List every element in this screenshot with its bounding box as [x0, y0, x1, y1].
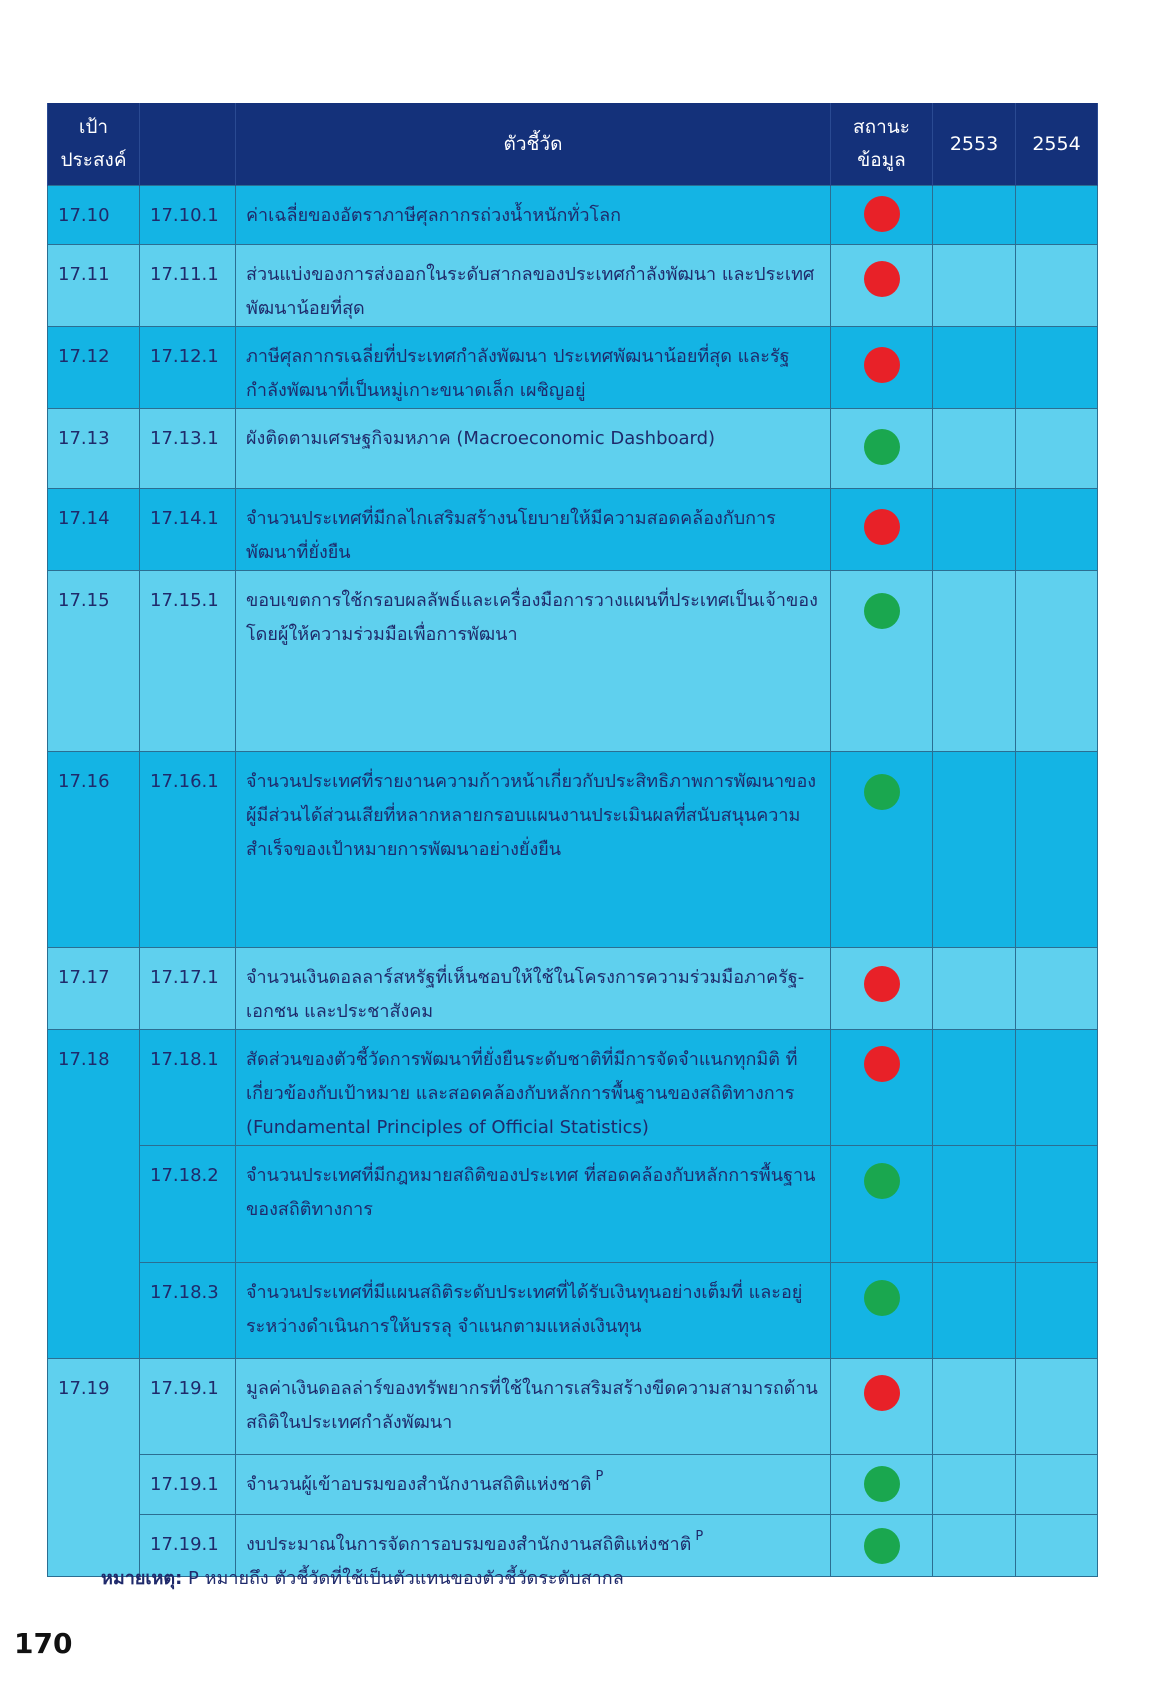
- proxy-marker: P: [595, 1469, 604, 1484]
- indicator-text: งบประมาณในการจัดการอบรมของสำนักงานสถิติแห่งชาติ: [246, 1534, 692, 1555]
- code-cell: 17.19.1: [140, 1455, 236, 1515]
- header-year-2553: 2553: [933, 103, 1016, 186]
- year-2553-cell: [933, 1146, 1016, 1263]
- footnote-text: P หมายถึง ตัวชี้วัดที่ใช้เป็นตัวแทนของตัวชี้วัดระดับสากล: [188, 1568, 624, 1589]
- status-cell: [831, 1515, 933, 1577]
- code-cell: 17.15.1: [140, 571, 236, 752]
- goal-cell: 17.10: [48, 186, 140, 245]
- code-cell: 17.14.1: [140, 489, 236, 571]
- indicator-cell: ขอบเขตการใช้กรอบผลลัพธ์และเครื่องมือการวางแผนที่ประเทศเป็นเจ้าของโดยผู้ให้ความร่วมมือเพื่อการพัฒนา: [236, 571, 831, 752]
- year-2554-cell: [1016, 1515, 1098, 1577]
- year-2554-cell: [1016, 1455, 1098, 1515]
- indicator-text: จำนวนผู้เข้าอบรมของสำนักงานสถิติแห่งชาติ: [246, 1474, 592, 1495]
- status-cell: [831, 571, 933, 752]
- code-cell: 17.17.1: [140, 948, 236, 1030]
- status-cell: [831, 1030, 933, 1146]
- status-green-dot-icon: [864, 593, 900, 629]
- year-2554-cell: [1016, 1146, 1098, 1263]
- indicator-cell: ค่าเฉลี่ยของอัตราภาษีศุลกากรถ่วงน้ำหนักทั่วโลก: [236, 186, 831, 245]
- code-cell: 17.19.1: [140, 1359, 236, 1455]
- year-2553-cell: [933, 409, 1016, 489]
- indicator-cell: จำนวนประเทศที่มีกฎหมายสถิติของประเทศ ที่สอดคล้องกับหลักการพื้นฐานของสถิติทางการ: [236, 1146, 831, 1263]
- year-2553-cell: [933, 1359, 1016, 1455]
- year-2554-cell: [1016, 571, 1098, 752]
- year-2553-cell: [933, 1515, 1016, 1577]
- status-cell: [831, 1146, 933, 1263]
- status-red-dot-icon: [864, 1375, 900, 1411]
- goal-cell: 17.14: [48, 489, 140, 571]
- indicator-cell: จำนวนเงินดอลลาร์สหรัฐที่เห็นชอบให้ใช้ในโครงการความร่วมมือภาครัฐ-เอกชน และประชาสังคม: [236, 948, 831, 1030]
- year-2554-cell: [1016, 489, 1098, 571]
- code-cell: 17.18.1: [140, 1030, 236, 1146]
- indicator-cell: ภาษีศุลกากรเฉลี่ยที่ประเทศกำลังพัฒนา ประเทศพัฒนาน้อยที่สุด และรัฐกำลังพัฒนาที่เป็นหมู่เกาะขนาดเล็ก เผชิญอยู่: [236, 327, 831, 409]
- indicator-table-container: [47, 103, 1097, 1577]
- year-2553-cell: [933, 1030, 1016, 1146]
- proxy-marker: P: [695, 1529, 704, 1544]
- year-2554-cell: [1016, 409, 1098, 489]
- table-row: [48, 1146, 1098, 1263]
- footnote-label: หมายเหตุ:: [101, 1568, 183, 1589]
- header-goal: เป้า ประสงค์: [48, 103, 140, 186]
- year-2553-cell: [933, 186, 1016, 245]
- status-green-dot-icon: [864, 1528, 900, 1564]
- status-green-dot-icon: [864, 1466, 900, 1502]
- year-2554-cell: [1016, 245, 1098, 327]
- header-status: สถานะ ข้อมูล: [831, 103, 933, 186]
- status-cell: [831, 245, 933, 327]
- code-cell: 17.19.1: [140, 1515, 236, 1577]
- table-row: [48, 948, 1098, 1030]
- status-green-dot-icon: [864, 774, 900, 810]
- indicator-cell: [236, 1455, 831, 1515]
- indicator-cell: สัดส่วนของตัวชี้วัดการพัฒนาที่ยั่งยืนระดับชาติที่มีการจัดจำแนกทุกมิติ ที่เกี่ยวข้องกับเป้าหมาย และสอดคล้องกับหลักการพื้นฐานของสถิติทางการ (Fundamental Principles of Official Statistics): [236, 1030, 831, 1146]
- status-cell: [831, 1359, 933, 1455]
- goal-cell: 17.19: [48, 1359, 140, 1577]
- indicator-cell: จำนวนประเทศที่รายงานความก้าวหน้าเกี่ยวกับประสิทธิภาพการพัฒนาของผู้มีส่วนได้ส่วนเสียที่หลากหลายกรอบแผนงานประเมินผลที่สนับสนุนความสำเร็จของเป้าหมายการพัฒนาอย่างยั่งยืน: [236, 752, 831, 948]
- goal-cell: 17.12: [48, 327, 140, 409]
- code-cell: 17.12.1: [140, 327, 236, 409]
- code-cell: 17.10.1: [140, 186, 236, 245]
- status-green-dot-icon: [864, 429, 900, 465]
- code-cell: 17.13.1: [140, 409, 236, 489]
- year-2553-cell: [933, 327, 1016, 409]
- year-2554-cell: [1016, 948, 1098, 1030]
- year-2554-cell: [1016, 1030, 1098, 1146]
- year-2554-cell: [1016, 327, 1098, 409]
- year-2554-cell: [1016, 186, 1098, 245]
- table-row: [48, 1030, 1098, 1146]
- code-cell: 17.11.1: [140, 245, 236, 327]
- year-2553-cell: [933, 571, 1016, 752]
- status-cell: [831, 752, 933, 948]
- table-row: [48, 1263, 1098, 1359]
- year-2553-cell: [933, 1455, 1016, 1515]
- status-cell: [831, 186, 933, 245]
- table-row: [48, 752, 1098, 948]
- status-red-dot-icon: [864, 196, 900, 232]
- status-cell: [831, 409, 933, 489]
- footnote: [101, 1563, 624, 1592]
- table-row: [48, 571, 1098, 752]
- table-row: [48, 409, 1098, 489]
- goal-cell: 17.13: [48, 409, 140, 489]
- indicator-cell: จำนวนประเทศที่มีแผนสถิติระดับประเทศที่ได้รับเงินทุนอย่างเต็มที่ และอยู่ระหว่างดำเนินการให้บรรลุ จำแนกตามแหล่งเงินทุน: [236, 1263, 831, 1359]
- status-red-dot-icon: [864, 1046, 900, 1082]
- status-cell: [831, 948, 933, 1030]
- indicator-table: [47, 103, 1098, 1577]
- goal-cell: 17.11: [48, 245, 140, 327]
- code-cell: 17.18.3: [140, 1263, 236, 1359]
- year-2553-cell: [933, 948, 1016, 1030]
- status-red-dot-icon: [864, 966, 900, 1002]
- status-red-dot-icon: [864, 509, 900, 545]
- status-cell: [831, 1263, 933, 1359]
- table-header-row: [48, 103, 1098, 186]
- indicator-cell: มูลค่าเงินดอลล่าร์ของทรัพยากรที่ใช้ในการเสริมสร้างขีดความสามารถด้านสถิติในประเทศกำลังพัฒนา: [236, 1359, 831, 1455]
- status-green-dot-icon: [864, 1163, 900, 1199]
- indicator-cell: ผังติดตามเศรษฐกิจมหภาค (Macroeconomic Dashboard): [236, 409, 831, 489]
- goal-cell: 17.18: [48, 1030, 140, 1359]
- year-2553-cell: [933, 752, 1016, 948]
- status-cell: [831, 489, 933, 571]
- header-year-2554: 2554: [1016, 103, 1098, 186]
- table-row: [48, 1455, 1098, 1515]
- goal-cell: 17.16: [48, 752, 140, 948]
- status-red-dot-icon: [864, 261, 900, 297]
- table-row: [48, 327, 1098, 409]
- year-2553-cell: [933, 1263, 1016, 1359]
- page-number: 170: [14, 1627, 73, 1660]
- goal-cell: 17.17: [48, 948, 140, 1030]
- code-cell: 17.16.1: [140, 752, 236, 948]
- status-cell: [831, 1455, 933, 1515]
- header-code: [140, 103, 236, 186]
- header-indicator: ตัวชี้วัด: [236, 103, 831, 186]
- table-row: [48, 489, 1098, 571]
- year-2554-cell: [1016, 1359, 1098, 1455]
- code-cell: 17.18.2: [140, 1146, 236, 1263]
- year-2554-cell: [1016, 1263, 1098, 1359]
- indicator-cell: จำนวนประเทศที่มีกลไกเสริมสร้างนโยบายให้มีความสอดคล้องกับการพัฒนาที่ยั่งยืน: [236, 489, 831, 571]
- status-green-dot-icon: [864, 1280, 900, 1316]
- year-2554-cell: [1016, 752, 1098, 948]
- indicator-cell: ส่วนแบ่งของการส่งออกในระดับสากลของประเทศกำลังพัฒนา และประเทศพัฒนาน้อยที่สุด: [236, 245, 831, 327]
- year-2553-cell: [933, 489, 1016, 571]
- goal-cell: 17.15: [48, 571, 140, 752]
- table-row: [48, 245, 1098, 327]
- status-cell: [831, 327, 933, 409]
- year-2553-cell: [933, 245, 1016, 327]
- table-row: [48, 1359, 1098, 1455]
- table-row: [48, 186, 1098, 245]
- status-red-dot-icon: [864, 347, 900, 383]
